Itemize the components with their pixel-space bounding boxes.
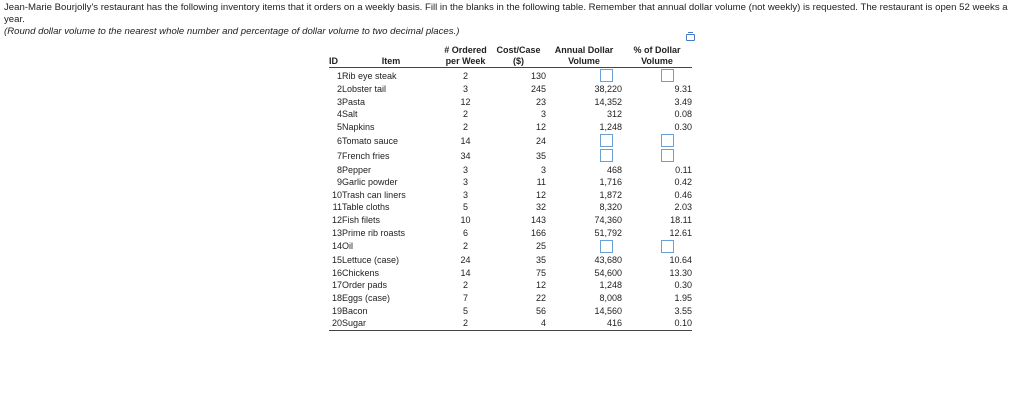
percent-volume-answer-cell[interactable] <box>622 239 692 254</box>
row-ordered: 14 <box>460 135 471 146</box>
row-annual-volume: 1,248 <box>599 280 622 291</box>
row-item: Trash can liners <box>342 189 406 200</box>
row-percent-volume: 10.64 <box>669 255 692 266</box>
header-annual-dollar-volume: Annual Dollar Volume <box>546 45 622 68</box>
table-row <box>329 254 692 267</box>
row-cost: 24 <box>535 135 546 146</box>
header-item: Item <box>342 45 440 68</box>
row-annual-volume: 8,008 <box>599 293 622 304</box>
row-ordered: 3 <box>462 177 468 188</box>
row-percent-volume: 3.49 <box>674 96 692 107</box>
rounding-note: (Round dollar volume to the nearest whole number and percentage of dollar volume to two decimal places.) <box>4 26 460 37</box>
row-ordered: 3 <box>462 189 468 200</box>
row-id: 2 <box>336 84 342 95</box>
row-percent-volume: 0.30 <box>674 122 692 133</box>
row-id: 7 <box>336 150 342 161</box>
row-cost: 23 <box>535 96 546 107</box>
row-percent-volume: 12.61 <box>669 227 692 238</box>
row-cost: 130 <box>530 70 546 81</box>
row-item: Lettuce (case) <box>342 255 400 266</box>
row-cost: 32 <box>535 202 546 213</box>
annual-volume-answer-cell[interactable] <box>546 133 622 148</box>
percent-volume-input[interactable] <box>661 240 674 253</box>
row-percent-volume: 9.31 <box>674 84 692 95</box>
table-row <box>329 267 692 280</box>
annual-volume-input[interactable] <box>600 149 613 162</box>
row-percent-volume: 0.42 <box>674 177 692 188</box>
row-annual-volume: 14,352 <box>594 96 622 107</box>
table-row <box>329 317 692 330</box>
row-ordered: 2 <box>462 280 468 291</box>
row-cost: 3 <box>540 109 546 120</box>
row-ordered: 34 <box>460 150 471 161</box>
row-annual-volume: 14,560 <box>594 305 622 316</box>
row-cost: 143 <box>530 215 546 226</box>
row-ordered: 14 <box>460 267 471 278</box>
row-item: Tomato sauce <box>342 135 399 146</box>
percent-volume-input[interactable] <box>661 149 674 162</box>
row-ordered: 10 <box>460 215 471 226</box>
row-percent-volume: 0.11 <box>675 164 692 175</box>
row-item: Salt <box>342 109 358 120</box>
row-item: Garlic powder <box>342 177 398 188</box>
table-row <box>329 96 692 109</box>
percent-volume-answer-cell[interactable] <box>622 133 692 148</box>
percent-volume-answer-cell[interactable] <box>622 68 692 84</box>
row-id: 3 <box>336 96 342 107</box>
row-ordered: 2 <box>462 122 468 133</box>
header-cost-per-case: Cost/Case ($) <box>491 45 546 68</box>
row-item: Rib eye steak <box>342 70 397 81</box>
row-annual-volume: 312 <box>606 109 622 120</box>
row-annual-volume: 1,872 <box>599 189 622 200</box>
row-item: Sugar <box>342 317 440 330</box>
row-id: 9 <box>336 177 342 188</box>
table-body <box>329 68 692 331</box>
row-id: 6 <box>336 135 342 146</box>
table-row <box>329 189 692 202</box>
row-id: 19 <box>331 305 342 316</box>
percent-volume-input[interactable] <box>661 69 674 82</box>
table-row <box>329 214 692 227</box>
annual-volume-answer-cell[interactable] <box>546 68 622 84</box>
row-percent-volume: 0.30 <box>674 280 692 291</box>
row-item: Oil <box>342 241 353 252</box>
percent-volume-input[interactable] <box>661 134 674 147</box>
row-ordered: 12 <box>460 96 471 107</box>
row-id: 17 <box>331 280 342 291</box>
row-id: 4 <box>336 109 342 120</box>
table-row <box>329 304 692 317</box>
row-cost: 12 <box>535 122 546 133</box>
row-item: Pasta <box>342 96 366 107</box>
row-item: Napkins <box>342 122 375 133</box>
row-annual-volume: 38,220 <box>594 84 622 95</box>
table-row <box>329 279 692 292</box>
row-ordered: 3 <box>462 84 468 95</box>
copy-icon[interactable] <box>686 34 695 41</box>
row-annual-volume: 54,600 <box>594 267 622 278</box>
row-annual-volume: 1,248 <box>599 122 622 133</box>
row-id: 20 <box>329 317 342 330</box>
row-item: Order pads <box>342 280 388 291</box>
row-ordered: 5 <box>462 305 468 316</box>
row-item: Eggs (case) <box>342 293 391 304</box>
table-row <box>329 83 692 96</box>
question-prompt <box>4 2 1016 38</box>
row-item: Fish filets <box>342 215 381 226</box>
table-row <box>329 68 692 84</box>
table-row <box>329 121 692 134</box>
instructions-text: Jean-Marie Bourjolly's restaurant has the following inventory items that it orders on a weekly basis. Fill in the blanks in the following table. Remember that annual dollar volume (not weekly) is requested. The restaurant is open 52 weeks a year. <box>4 2 1008 25</box>
row-percent-volume: 0.10 <box>622 317 692 330</box>
row-annual-volume: 51,792 <box>594 227 622 238</box>
row-cost: 166 <box>530 227 546 238</box>
row-id: 1 <box>336 70 342 81</box>
row-id: 16 <box>331 267 342 278</box>
row-annual-volume: 8,320 <box>599 202 622 213</box>
row-id: 15 <box>331 255 342 266</box>
annual-volume-answer-cell[interactable] <box>546 148 622 163</box>
row-ordered: 2 <box>440 317 491 330</box>
row-ordered: 5 <box>462 202 468 213</box>
row-annual-volume: 1,716 <box>599 177 622 188</box>
table-row <box>329 148 692 163</box>
row-cost: 35 <box>535 150 546 161</box>
table-header-row <box>329 45 692 68</box>
row-percent-volume: 0.08 <box>674 109 692 120</box>
inventory-table <box>329 45 692 331</box>
row-item: French fries <box>342 150 390 161</box>
header-percent-dollar-volume: % of Dollar Volume <box>622 45 692 68</box>
row-cost: 11 <box>536 177 546 188</box>
row-item: Chickens <box>342 267 380 278</box>
row-id: 14 <box>331 241 342 252</box>
row-percent-volume: 13.30 <box>669 267 692 278</box>
row-cost: 3 <box>540 164 546 175</box>
row-annual-volume: 468 <box>606 164 622 175</box>
percent-volume-answer-cell[interactable] <box>622 148 692 163</box>
table-row <box>329 226 692 239</box>
row-ordered: 7 <box>462 293 468 304</box>
row-ordered: 6 <box>462 227 468 238</box>
row-cost: 75 <box>535 267 546 278</box>
table-row <box>329 133 692 148</box>
annual-volume-input[interactable] <box>600 240 613 253</box>
row-ordered: 3 <box>462 164 468 175</box>
table-row <box>329 239 692 254</box>
row-annual-volume: 43,680 <box>594 255 622 266</box>
table-row <box>329 108 692 121</box>
row-id: 13 <box>331 227 342 238</box>
row-percent-volume: 0.46 <box>674 189 692 200</box>
table-row <box>329 201 692 214</box>
row-item: Lobster tail <box>342 84 387 95</box>
annual-volume-input[interactable] <box>600 69 613 82</box>
row-percent-volume: 1.95 <box>674 293 692 304</box>
row-annual-volume: 416 <box>546 317 622 330</box>
table-row <box>329 176 692 189</box>
row-cost: 35 <box>535 255 546 266</box>
row-cost: 12 <box>535 189 546 200</box>
row-id: 12 <box>331 215 342 226</box>
row-cost: 22 <box>535 293 546 304</box>
row-id: 11 <box>332 202 342 213</box>
annual-volume-answer-cell[interactable] <box>546 239 622 254</box>
row-percent-volume: 18.11 <box>670 215 692 226</box>
row-annual-volume: 74,360 <box>594 215 622 226</box>
row-ordered: 24 <box>460 255 471 266</box>
annual-volume-input[interactable] <box>600 134 613 147</box>
header-ordered-per-week: # Ordered per Week <box>440 45 491 68</box>
row-item: Pepper <box>342 164 372 175</box>
row-ordered: 2 <box>462 109 468 120</box>
row-id: 10 <box>331 189 342 200</box>
row-ordered: 2 <box>462 241 468 252</box>
row-cost: 12 <box>535 280 546 291</box>
row-cost: 245 <box>530 84 546 95</box>
row-item: Table cloths <box>342 202 390 213</box>
row-percent-volume: 3.55 <box>674 305 692 316</box>
row-percent-volume: 2.03 <box>674 202 692 213</box>
row-cost: 25 <box>535 241 546 252</box>
table-row <box>329 163 692 176</box>
row-id: 8 <box>336 164 342 175</box>
row-id: 5 <box>336 122 342 133</box>
row-cost: 56 <box>535 305 546 316</box>
table-row <box>329 292 692 305</box>
row-item: Bacon <box>342 305 368 316</box>
row-cost: 4 <box>491 317 546 330</box>
row-ordered: 2 <box>462 70 468 81</box>
row-item: Prime rib roasts <box>342 227 406 238</box>
row-id: 18 <box>331 293 342 304</box>
header-id: ID <box>329 45 342 68</box>
